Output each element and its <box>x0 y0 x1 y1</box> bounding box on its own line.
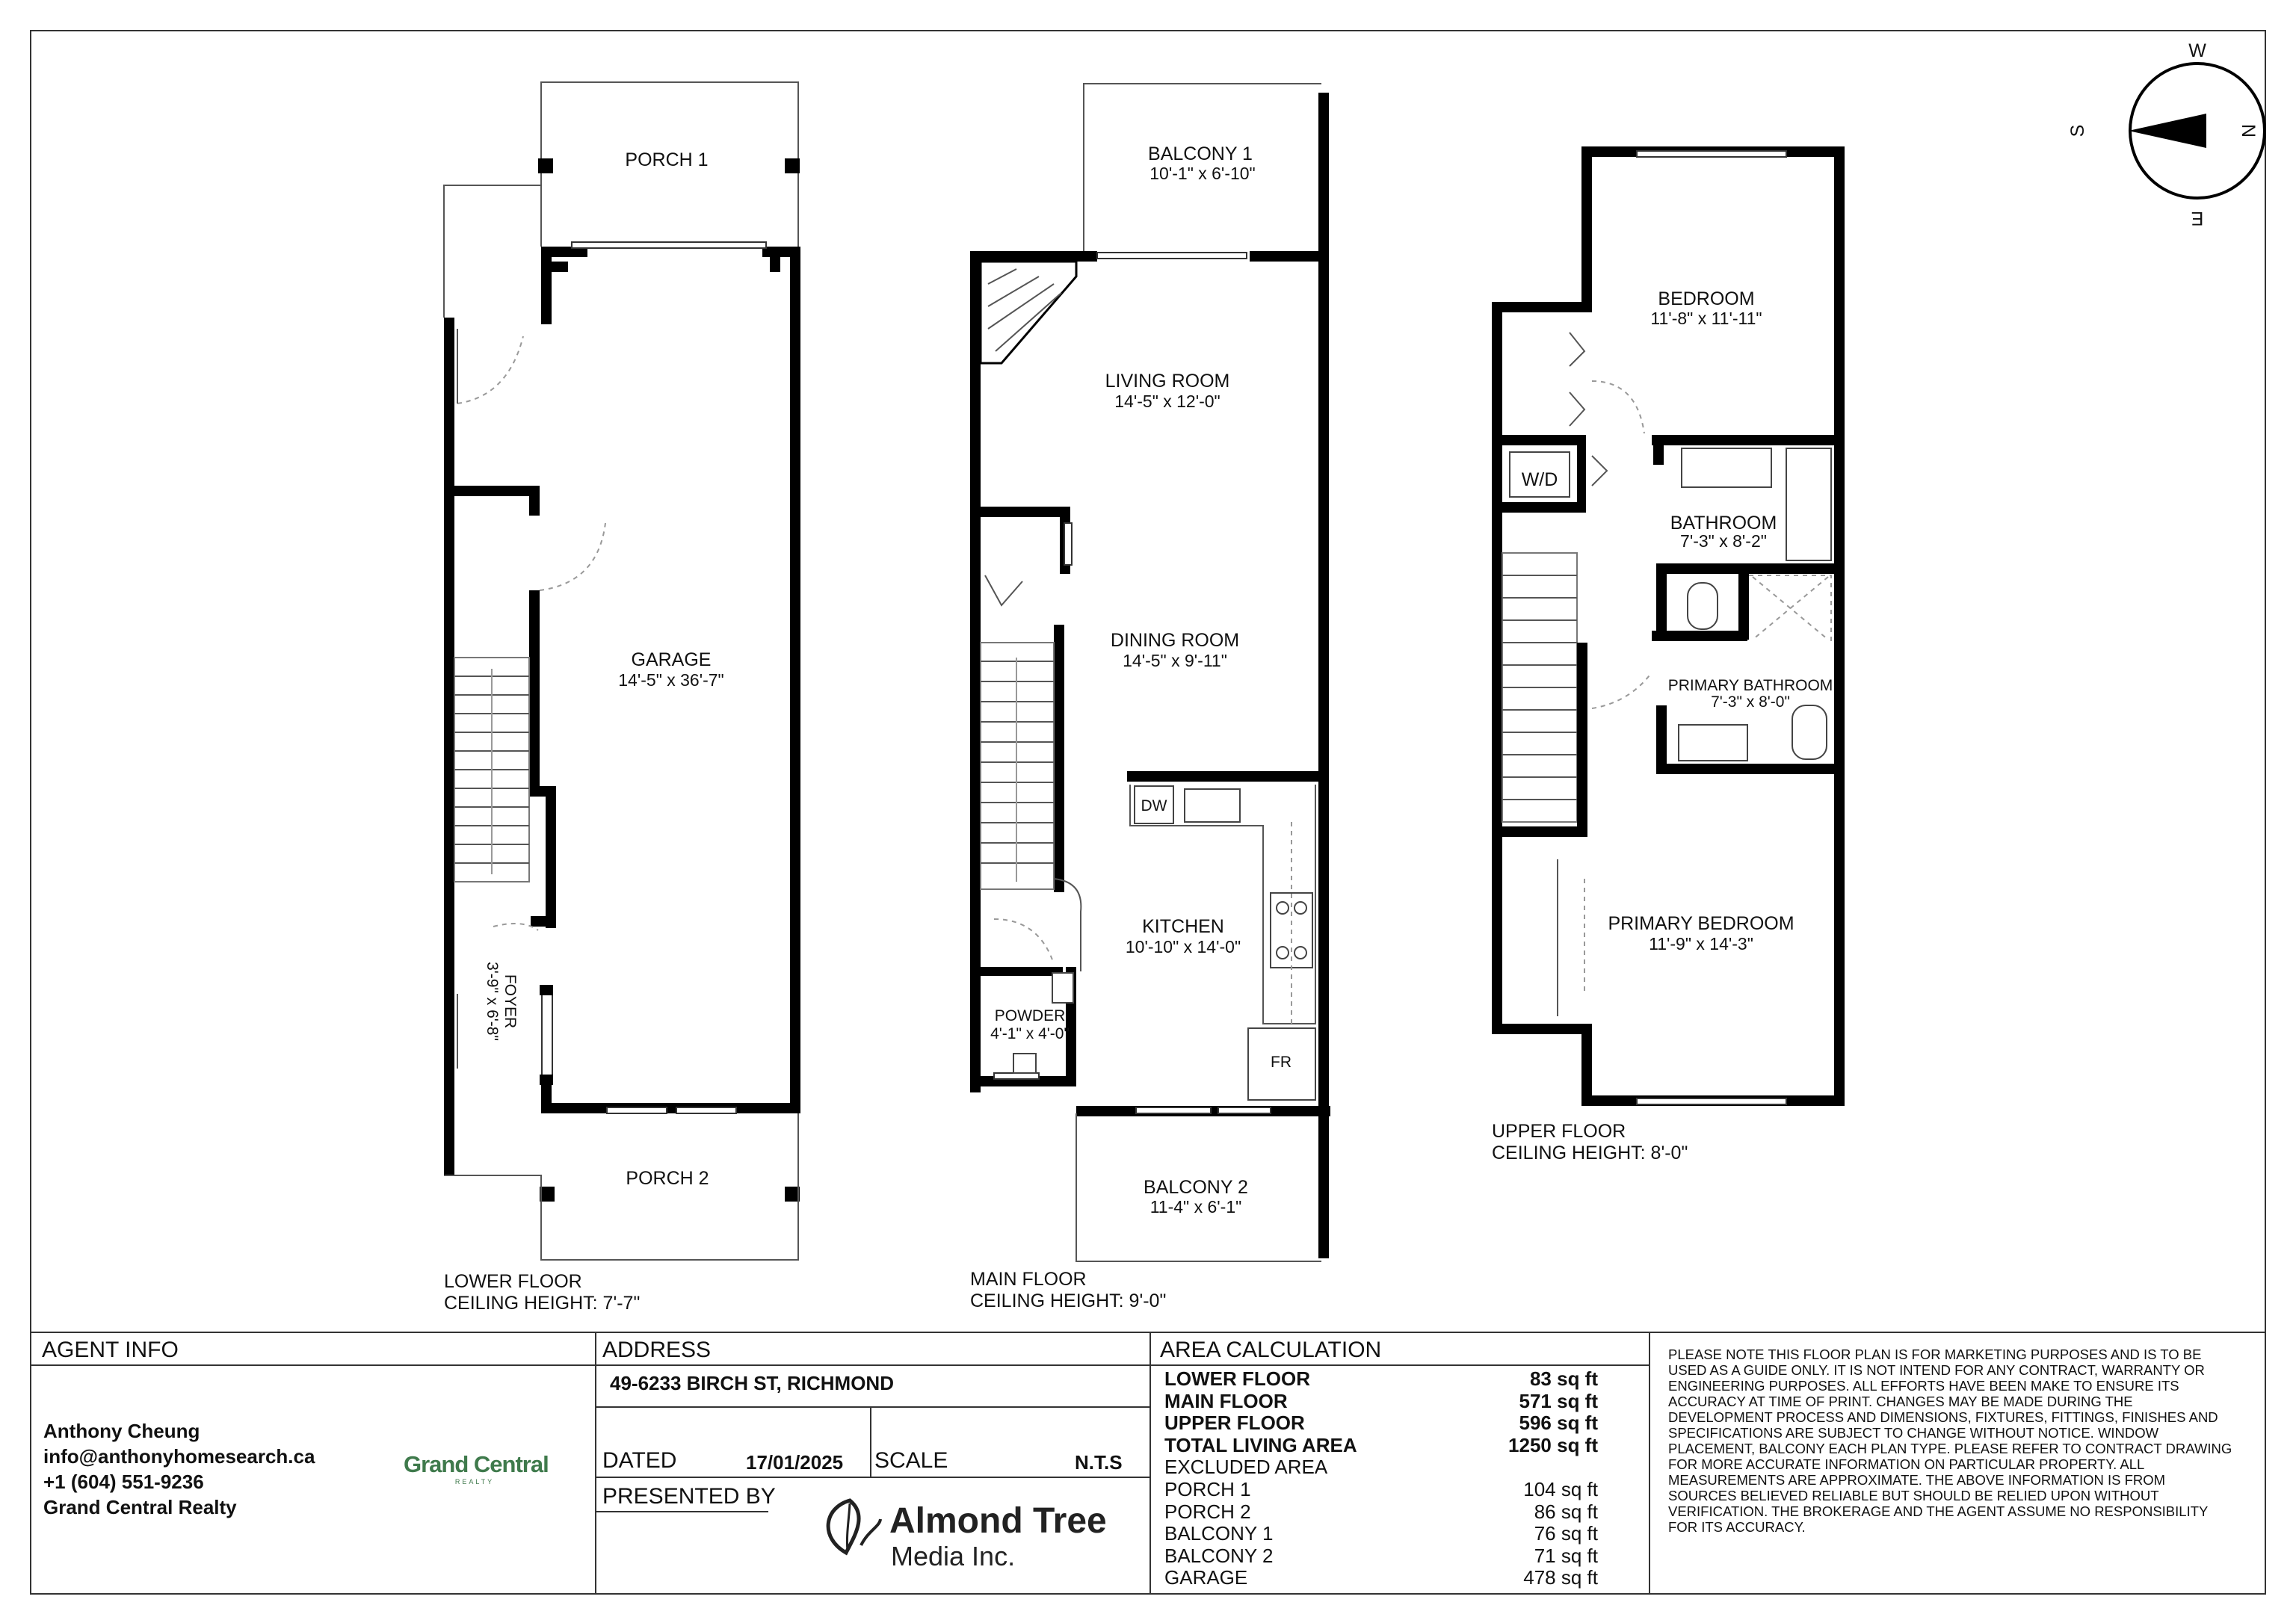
scale-label: SCALE <box>874 1448 948 1473</box>
primary-bathroom-label: PRIMARY BATHROOM <box>1667 677 1833 694</box>
area-row-value: 571 sq ft <box>1519 1389 1598 1412</box>
main-floor-plan <box>970 84 1330 1311</box>
disclaimer-section <box>1650 1332 2266 1595</box>
agent-section <box>30 1332 595 1595</box>
dated-rule <box>596 1477 1149 1478</box>
dining-room-dims: 14'-5" x 9'-11" <box>1123 651 1227 670</box>
area-row <box>1164 1434 1598 1456</box>
area-row-label: MAIN FLOOR <box>1164 1389 1288 1412</box>
living-room-dims: 14'-5" x 12'-0" <box>1114 392 1220 411</box>
area-row-label: GARAGE <box>1164 1566 1248 1589</box>
area-row <box>1164 1566 1598 1588</box>
area-row-label: TOTAL LIVING AREA <box>1164 1433 1357 1456</box>
upper-floor-caption-height: CEILING HEIGHT: 8'-0" <box>1492 1143 1688 1163</box>
living-room-label: LIVING ROOM <box>1105 371 1230 392</box>
main-floor-caption-name: MAIN FLOOR <box>970 1269 1087 1290</box>
grand-central-logo <box>404 1451 568 1496</box>
upper-stairs <box>1502 553 1577 822</box>
area-row <box>1164 1478 1598 1500</box>
lower-floor-caption-height: CEILING HEIGHT: 7'-7" <box>444 1293 641 1314</box>
powder-label: POWDER <box>994 1007 1066 1024</box>
presented-rule <box>596 1511 768 1512</box>
kitchen-label: KITCHEN <box>1142 916 1224 937</box>
agent-phone[interactable]: +1 (604) 551-9236 <box>43 1471 204 1493</box>
disclaimer-text: PLEASE NOTE THIS FLOOR PLAN IS FOR MARKETING PURPOSES AND IS TO BE USED AS A GUIDE ONLY. IT IS NOT INTEND FOR ANY CONTRACT, WARRANTY OR ENGINEERING PURPOSES. ALL EFFORTS HAVE BEEN MAKE TO ENSURE ITS ACCURACY AT TIME OF PRINT. CHANGES MAY BE MADE DURING THE DEVELOPMENT PROCESS AND DIMENSIONS, FIXTURES, FITTINGS, FINISHES AND SPECIFICATIONS ARE SUBJECT TO CHANGE WITHOUT NOTICE. WINDOW PLACEMENT, BALCONY EACH PLAN TYPE. PLEASE REFER TO CONTRACT DRAWING FOR MORE ACCURATE INFORMATION ON PARTICULAR PROPERTY. ALL MEASUREMENTS ARE APPROXIMATE. THE ABOVE INFORMATION IS FROM SOURCES BELIEVED RELIABLE BUT SHOULD BE RELIED UPON WITHOUT VERIFICATION. THE BROKERAGE AND THE AGENT ASSUME NO RESPONSIBILITY FOR ITS ACCURACY. <box>1668 1347 2232 1535</box>
area-row-value: 104 sq ft <box>1523 1478 1598 1500</box>
primary-bedroom-label: PRIMARY BEDROOM <box>1608 913 1794 934</box>
presenter-name: Almond Tree <box>889 1501 1107 1541</box>
area-row <box>1164 1412 1598 1433</box>
agent-header-rule <box>30 1364 595 1366</box>
agent-email[interactable]: info@anthonyhomesearch.ca <box>43 1445 315 1468</box>
lower-stairs <box>454 658 529 882</box>
area-row-value: 478 sq ft <box>1523 1566 1598 1589</box>
area-header: AREA CALCULATION <box>1160 1338 1382 1362</box>
balcony1-label: BALCONY 1 <box>1148 143 1253 164</box>
address-header: ADDRESS <box>602 1338 712 1362</box>
presenter-sub: Media Inc. <box>891 1541 1016 1571</box>
lower-floor-caption-name: LOWER FLOOR <box>444 1271 582 1292</box>
main-floor-caption-height: CEILING HEIGHT: 9'-0" <box>970 1290 1167 1311</box>
area-row-value: 596 sq ft <box>1519 1412 1598 1435</box>
address-rule <box>596 1406 1149 1408</box>
area-row <box>1164 1545 1598 1566</box>
logo-text: Grand Central <box>404 1451 549 1477</box>
logo-subtext: REALTY <box>454 1478 495 1486</box>
fr-label: FR <box>1271 1054 1292 1071</box>
foyer-dims: 3'-9" x 6'-8" <box>484 962 501 1041</box>
dated-scale-divider <box>870 1406 871 1477</box>
dw-label: DW <box>1141 797 1167 814</box>
upper-floor-plan <box>1492 146 1845 1163</box>
foyer-label: FOYER <box>502 974 519 1029</box>
porch1-label: PORCH 1 <box>625 149 709 170</box>
main-stairs <box>981 643 1081 971</box>
area-row-label: BALCONY 1 <box>1164 1522 1274 1545</box>
area-row-label: EXCLUDED AREA <box>1164 1456 1328 1479</box>
balcony1-dims: 10'-1" x 6'-10" <box>1149 164 1256 183</box>
area-row-label: PORCH 2 <box>1164 1500 1251 1523</box>
lower-floor-plan <box>444 82 800 1314</box>
area-row-label: UPPER FLOOR <box>1164 1412 1305 1435</box>
porch2-label: PORCH 2 <box>626 1168 709 1189</box>
kitchen-dims: 10'-10" x 14'-0" <box>1125 937 1241 956</box>
primary-bathroom-dims: 7'-3" x 8'-0" <box>1711 693 1790 711</box>
bathroom-label: BATHROOM <box>1670 513 1777 534</box>
bedroom-dims: 11'-8" x 11'-11" <box>1650 309 1762 328</box>
balcony2-label: BALCONY 2 <box>1144 1177 1248 1198</box>
compass <box>2067 40 2265 229</box>
wd-label: W/D <box>1521 469 1558 490</box>
powder-dims: 4'-1" x 4'-0" <box>990 1025 1070 1042</box>
area-row <box>1164 1390 1598 1412</box>
almond-leaf-icon <box>816 1493 883 1568</box>
garage-dims: 14'-5" x 36'-7" <box>618 670 724 690</box>
address-value: 49-6233 BIRCH ST, RICHMOND <box>610 1372 894 1394</box>
upper-floor-caption-name: UPPER FLOOR <box>1492 1121 1626 1142</box>
area-row <box>1164 1522 1598 1544</box>
area-section <box>1151 1332 1649 1595</box>
fireplace-icon <box>981 262 1076 363</box>
compass-s-label: S <box>2067 124 2088 137</box>
dining-room-label: DINING ROOM <box>1110 630 1240 651</box>
dated-value: 17/01/2025 <box>746 1451 844 1474</box>
area-row-value: 76 sq ft <box>1534 1522 1598 1545</box>
address-section <box>596 1332 1149 1595</box>
garage-label: GARAGE <box>631 649 712 670</box>
compass-e-label: E <box>2191 208 2204 229</box>
almond-tree-logo <box>816 1493 1145 1571</box>
area-row-value: 1250 sq ft <box>1508 1433 1598 1456</box>
area-row <box>1164 1500 1598 1522</box>
compass-w-label: W <box>2188 40 2206 61</box>
area-row-value: 86 sq ft <box>1534 1500 1598 1523</box>
area-row-value: 83 sq ft <box>1529 1367 1598 1390</box>
area-row-label: PORCH 1 <box>1164 1478 1251 1500</box>
compass-arrow-icon <box>2129 114 2206 148</box>
compass-n-label: N <box>2238 123 2259 138</box>
area-row-label: BALCONY 2 <box>1164 1544 1274 1567</box>
agent-name: Anthony Cheung <box>43 1420 200 1442</box>
area-rows <box>1151 1367 1649 1592</box>
presented-label: PRESENTED BY <box>602 1484 776 1509</box>
balcony2-dims: 11-4" x 6'-1" <box>1149 1197 1242 1217</box>
address-header-rule <box>596 1364 1149 1366</box>
area-row <box>1164 1456 1598 1477</box>
agent-company: Grand Central Realty <box>43 1496 237 1518</box>
primary-bedroom-dims: 11'-9" x 14'-3" <box>1649 934 1753 953</box>
area-row-label: LOWER FLOOR <box>1164 1367 1310 1390</box>
agent-header: AGENT INFO <box>42 1338 179 1362</box>
bathroom-dims: 7'-3" x 8'-2" <box>1680 531 1767 551</box>
area-row-value: 71 sq ft <box>1534 1544 1598 1567</box>
dated-label: DATED <box>602 1448 677 1473</box>
bedroom-label: BEDROOM <box>1658 288 1755 309</box>
scale-value: N.T.S <box>1075 1451 1123 1474</box>
area-header-rule <box>1151 1364 1649 1366</box>
area-row <box>1164 1367 1598 1389</box>
